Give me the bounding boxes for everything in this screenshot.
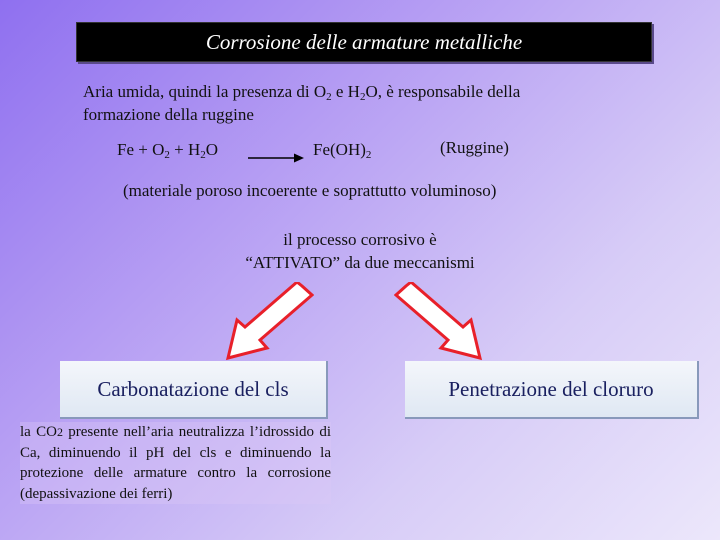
reaction-arrow-icon [248, 152, 306, 164]
reactants-sub-o2: 2 [164, 149, 170, 161]
reactants-sub-h2: 2 [200, 149, 206, 161]
rust-note: (materiale poroso incoerente e soprattutto voluminoso) [123, 181, 497, 200]
desc-pre: la CO [20, 424, 57, 440]
reactants-pre: Fe + O [117, 140, 165, 159]
carbonation-box [60, 361, 328, 419]
title-banner [76, 22, 652, 62]
intro-sub-h2: 2 [359, 91, 366, 103]
carbonation-description [20, 422, 331, 504]
chloride-box [405, 361, 699, 419]
product-name: (Ruggine) [440, 138, 509, 157]
intro-line1-post: O, è responsabile della [365, 82, 521, 101]
process-line1: il processo corrosivo è [283, 230, 437, 249]
carbonation-label: Carbonatazione del cls [97, 376, 289, 401]
product-sub: 2 [365, 149, 372, 161]
intro-line1-pre: Aria umida, quindi la presenza di O [83, 82, 327, 101]
desc-sub: 2 [56, 425, 63, 439]
product-formula: Fe(OH) [313, 140, 366, 159]
arrow-right-down-icon [394, 282, 486, 362]
process-text [200, 228, 520, 274]
reactants-mid: + H [169, 140, 201, 159]
intro-line2: formazione della ruggine [83, 105, 254, 124]
equation-reactants [117, 140, 218, 160]
arrow-left-down-icon [222, 282, 314, 362]
reactants-post: O [205, 140, 219, 159]
desc-post: presente nell’aria neutralizza l’idrossido di Ca, diminuendo il pH del cls e diminuendo la protezione delle armature contro la corrosione (depassivazione dei ferri) [20, 424, 332, 502]
intro-text [83, 80, 643, 126]
page-title: Corrosione delle armature metalliche [205, 29, 523, 54]
intro-line1-mid: e H [331, 82, 360, 101]
intro-sub-o2: 2 [326, 91, 332, 103]
equation-product [313, 140, 371, 160]
process-line2: “ATTIVATO” da due meccanismi [245, 253, 475, 272]
chloride-label: Penetrazione del cloruro [448, 376, 654, 401]
